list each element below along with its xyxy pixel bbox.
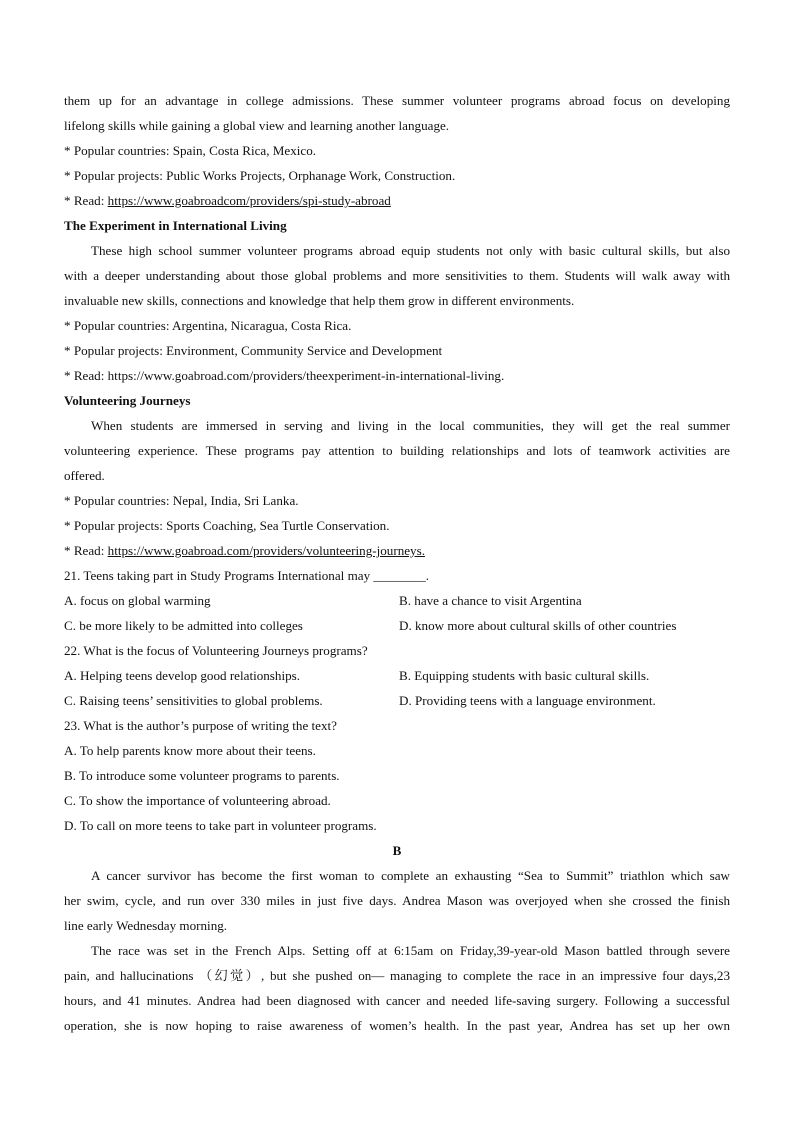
question-21-options-row-2 xyxy=(64,613,730,638)
spi-intro-line-2: lifelong skills while gaining a global view and learning another language. xyxy=(64,118,450,133)
spi-projects: * Popular projects: Public Works Projects, Orphanage Work, Construction. xyxy=(64,168,456,183)
question-21-option-a: A. focus on global warming xyxy=(64,593,211,608)
question-22-options-row-1 xyxy=(64,663,730,688)
journeys-read-prefix: * Read: xyxy=(64,543,108,558)
spi-read-link[interactable]: https://www.goabroadcom/providers/spi-study-abroad xyxy=(107,193,391,208)
spi-countries: * Popular countries: Spain, Costa Rica, Mexico. xyxy=(64,143,317,158)
journeys-line-2: volunteering experience. These programs pay attention to building relationships and lots of teamwork activities are xyxy=(64,443,730,458)
spi-read-prefix: * Read: xyxy=(64,193,108,208)
question-22-option-c: C. Raising teens’ sensitivities to global problems. xyxy=(64,693,323,708)
journeys-countries: * Popular countries: Nepal, India, Sri Lanka. xyxy=(64,493,299,508)
question-21-option-b: B. have a chance to visit Argentina xyxy=(399,593,582,608)
passage-b-p2-line-4: operation, she is now hoping to raise awareness of women’s health. In the past year, Andrea has set up her own xyxy=(64,1018,730,1033)
journeys-line-3: offered. xyxy=(64,468,105,483)
question-21-options-row-1 xyxy=(64,588,730,613)
question-22-stem: 22. What is the focus of Volunteering Journeys programs? xyxy=(64,643,368,658)
question-21-option-c: C. be more likely to be admitted into colleges xyxy=(64,618,303,633)
question-22-options-row-2 xyxy=(64,688,730,713)
question-23-option-c: C. To show the importance of volunteering abroad. xyxy=(64,793,331,808)
question-23-option-b: B. To introduce some volunteer programs to parents. xyxy=(64,768,340,783)
question-22-option-b: B. Equipping students with basic cultural skills. xyxy=(399,668,650,683)
passage-b-p1-line-1: A cancer survivor has become the first woman to complete an exhausting “Sea to Summit” triathlon which saw xyxy=(91,868,730,883)
section-b-label: B xyxy=(392,843,402,858)
experiment-line-1: These high school summer volunteer programs abroad equip students not only with basic cultural skills, but also xyxy=(91,243,730,258)
question-21-option-d: D. know more about cultural skills of other countries xyxy=(399,618,677,633)
passage-b-p2-line-2: pain, and hallucinations （幻觉）, but she pushed on— managing to complete the race in an impressive four days,23 xyxy=(64,968,730,983)
passage-b-p1-line-3: line early Wednesday morning. xyxy=(64,918,228,933)
journeys-read xyxy=(64,538,730,563)
experiment-line-2: with a deeper understanding about those global problems and more sensitivities to them. Students will walk away with xyxy=(64,268,730,283)
page-content xyxy=(64,88,730,1038)
question-23-option-a: A. To help parents know more about their teens. xyxy=(64,743,316,758)
journeys-line-1: When students are immersed in serving and living in the local communities, they will get the real summer xyxy=(91,418,730,433)
question-22-option-a: A. Helping teens develop good relationships. xyxy=(64,668,301,683)
experiment-line-3: invaluable new skills, connections and knowledge that help them grow in different environments. xyxy=(64,293,575,308)
spi-intro-line-1: them up for an advantage in college admissions. These summer volunteer programs abroad focus on developing xyxy=(64,93,730,108)
experiment-read: * Read: https://www.goabroad.com/providers/theexperiment-in-international-living. xyxy=(64,368,505,383)
experiment-countries: * Popular countries: Argentina, Nicaragua, Costa Rica. xyxy=(64,318,352,333)
passage-b-p2-line-3: hours, and 41 minutes. Andrea had been diagnosed with cancer and needed life-saving surgery. Following a successful xyxy=(64,993,730,1008)
question-23-stem: 23. What is the author’s purpose of writing the text? xyxy=(64,718,337,733)
journeys-heading: Volunteering Journeys xyxy=(64,393,191,408)
passage-b-p2-line-1: The race was set in the French Alps. Setting off at 6:15am on Friday,39-year-old Mason battled through severe xyxy=(91,943,730,958)
question-23-option-d: D. To call on more teens to take part in volunteer programs. xyxy=(64,818,377,833)
passage-b-p1-line-2: her swim, cycle, and run over 330 miles in just five days. Andrea Mason was overjoyed when she crossed the finish xyxy=(64,893,730,908)
spi-read xyxy=(64,188,730,213)
journeys-read-link[interactable]: https://www.goabroad.com/providers/volunteering-journeys. xyxy=(107,543,425,558)
question-22-option-d: D. Providing teens with a language environment. xyxy=(399,693,656,708)
question-21-stem: 21. Teens taking part in Study Programs International may ________. xyxy=(64,568,430,583)
experiment-projects: * Popular projects: Environment, Community Service and Development xyxy=(64,343,443,358)
experiment-heading: The Experiment in International Living xyxy=(64,218,287,233)
journeys-projects: * Popular projects: Sports Coaching, Sea Turtle Conservation. xyxy=(64,518,390,533)
